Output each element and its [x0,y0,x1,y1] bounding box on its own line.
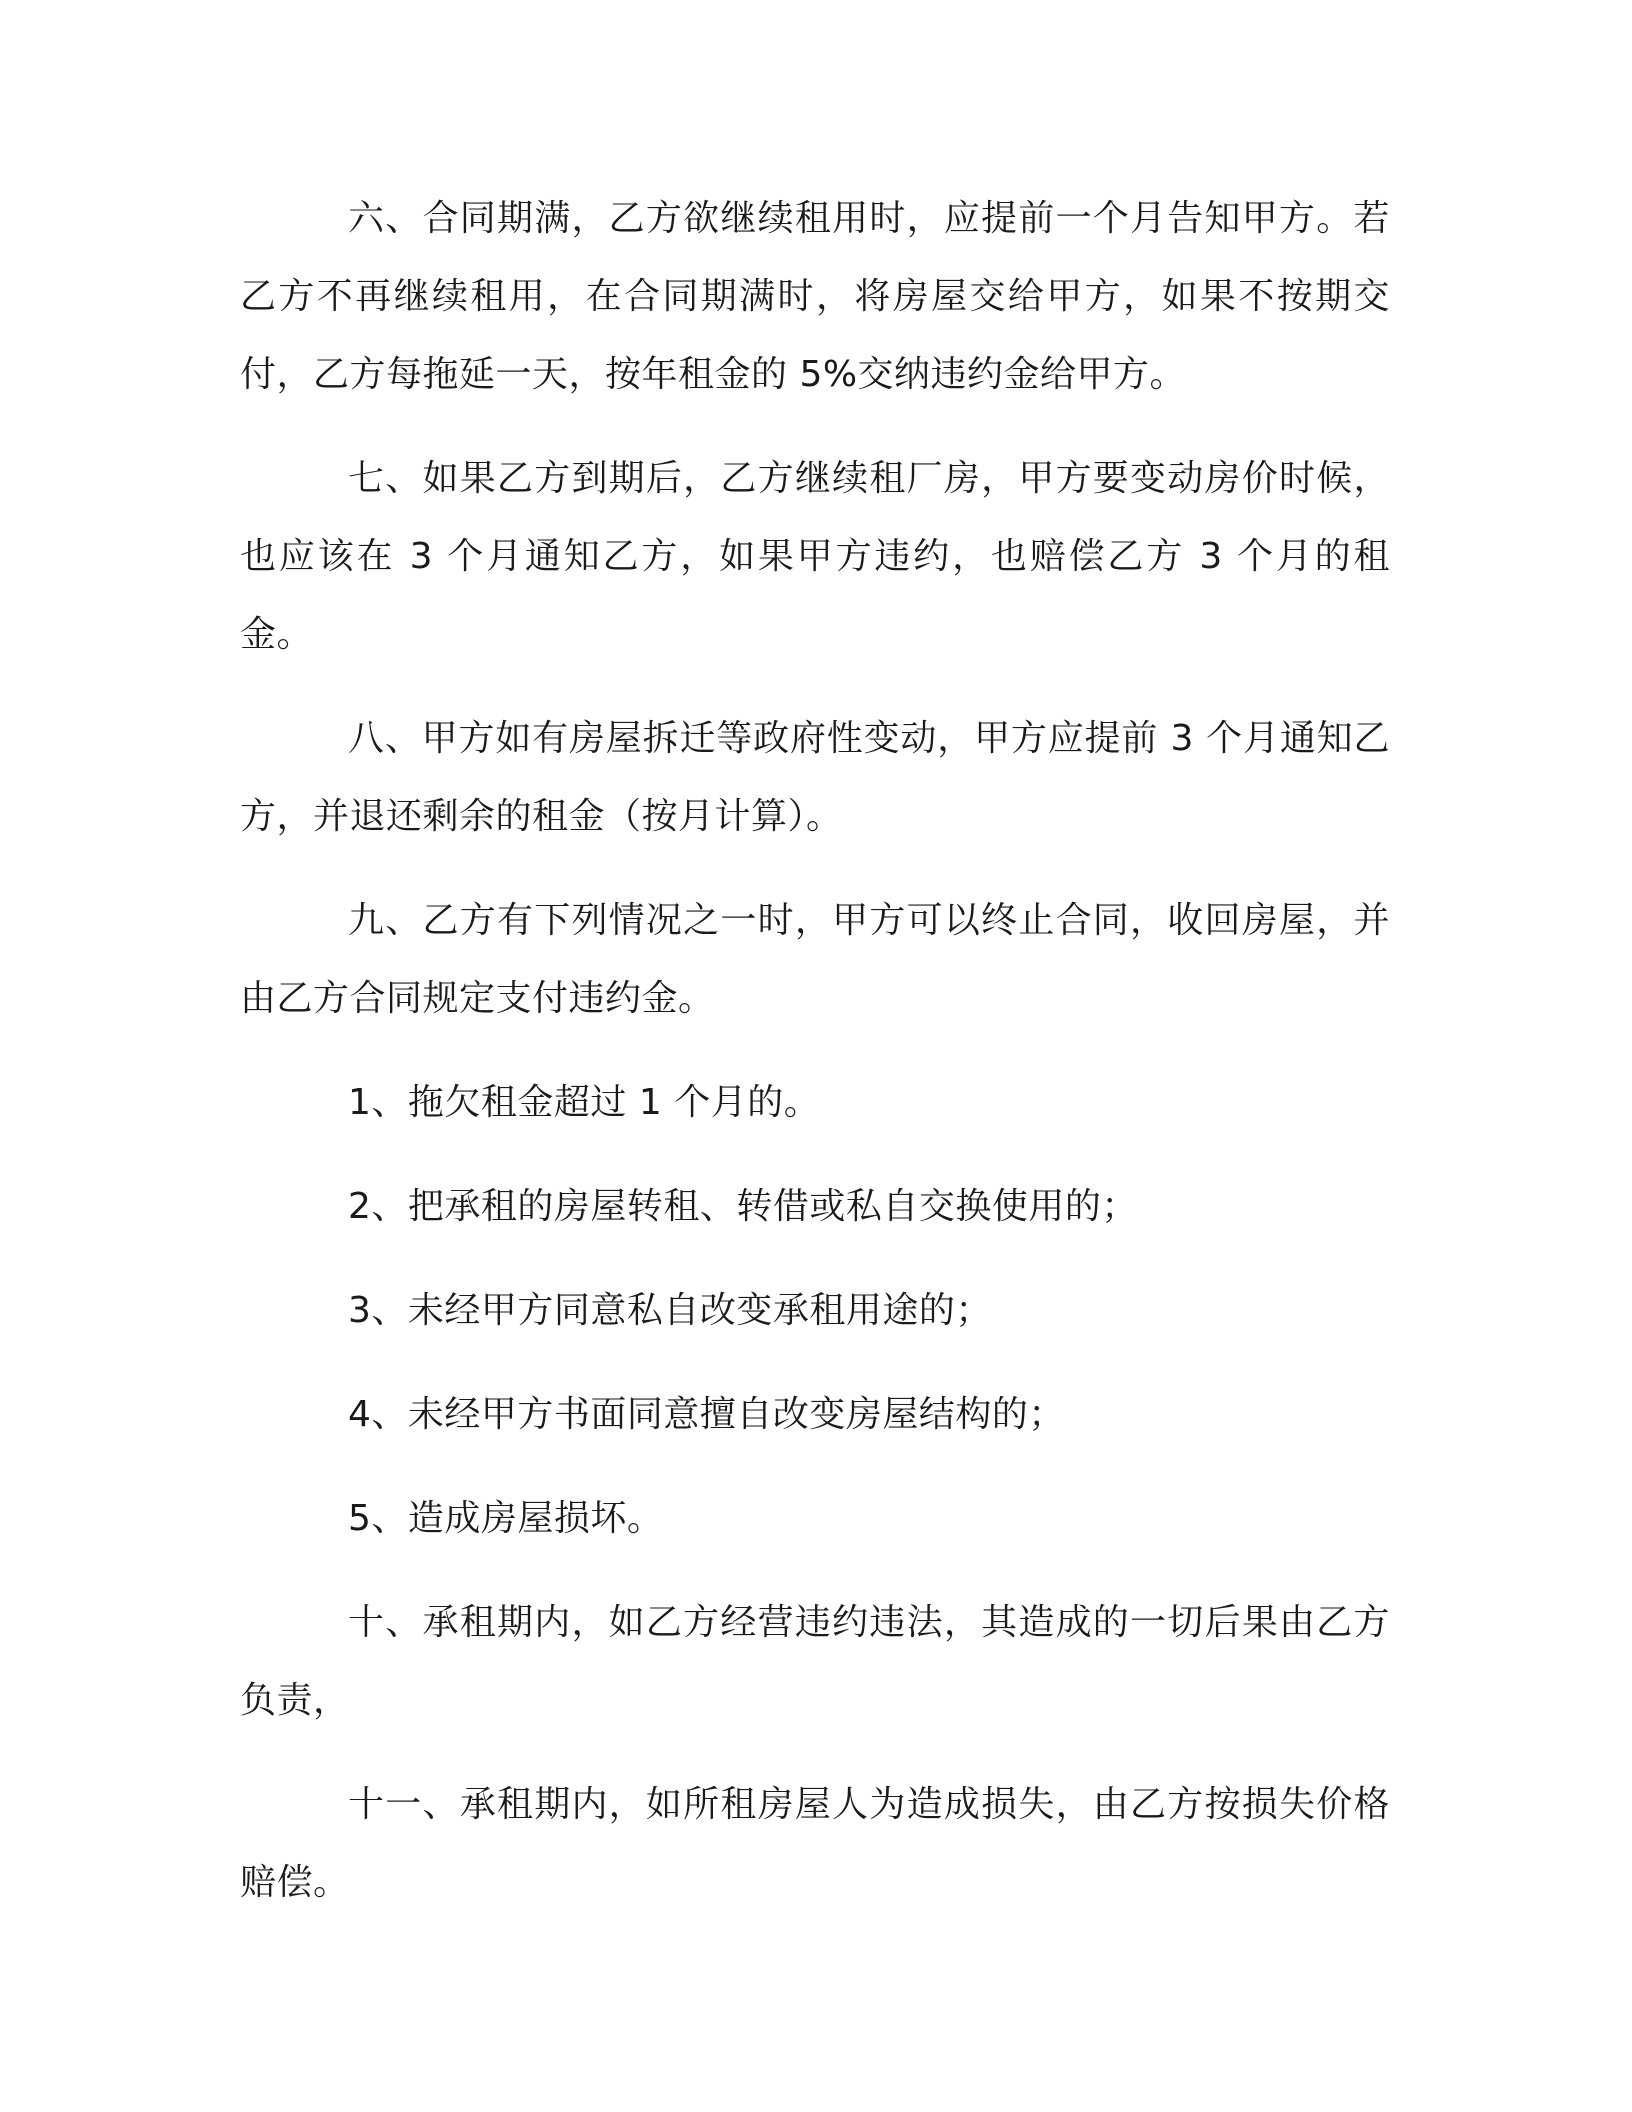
clause-9-item-5: 5、造成房屋损坏。 [348,1498,664,1539]
clause-9-item-4: 4、未经甲方书面同意擅自改变房屋结构的； [348,1394,1065,1435]
clause-7: 七、如果乙方到期后，乙方继续租厂房，甲方要变动房价时候，也应该在 3 个月通知乙方，如果甲方违约，也赔偿乙方 3 个月的租金。 [240,458,1390,655]
clause-10: 十、承租期内，如乙方经营违约违法，其造成的一切后果由乙方负责， [240,1602,1390,1721]
clause-9-item-2: 2、把承租的房屋转租、转借或私自交换使用的； [348,1186,1138,1227]
clause-8: 八、甲方如有房屋拆迁等政府性变动，甲方应提前 3 个月通知乙方，并退还剩余的租金（按月计算）。 [240,718,1390,837]
clause-9-item-3: 3、未经甲方同意私自改变承租用途的； [348,1290,992,1331]
clause-11: 十一、承租期内，如所租房屋人为造成损失，由乙方按损失价格赔偿。 [240,1784,1390,1903]
clause-6: 六、合同期满，乙方欲继续租用时，应提前一个月告知甲方。若乙方不再继续租用，在合同期满时，将房屋交给甲方，如果不按期交付，乙方每拖延一天，按年租金的 5%交纳违约金给甲方。 [240,198,1390,395]
document-body [240,180,1390,1948]
clause-9-item-1: 1、拖欠租金超过 1 个月的。 [348,1082,821,1123]
clause-9: 九、乙方有下列情况之一时，甲方可以终止合同，收回房屋，并由乙方合同规定支付违约金。 [240,900,1390,1019]
